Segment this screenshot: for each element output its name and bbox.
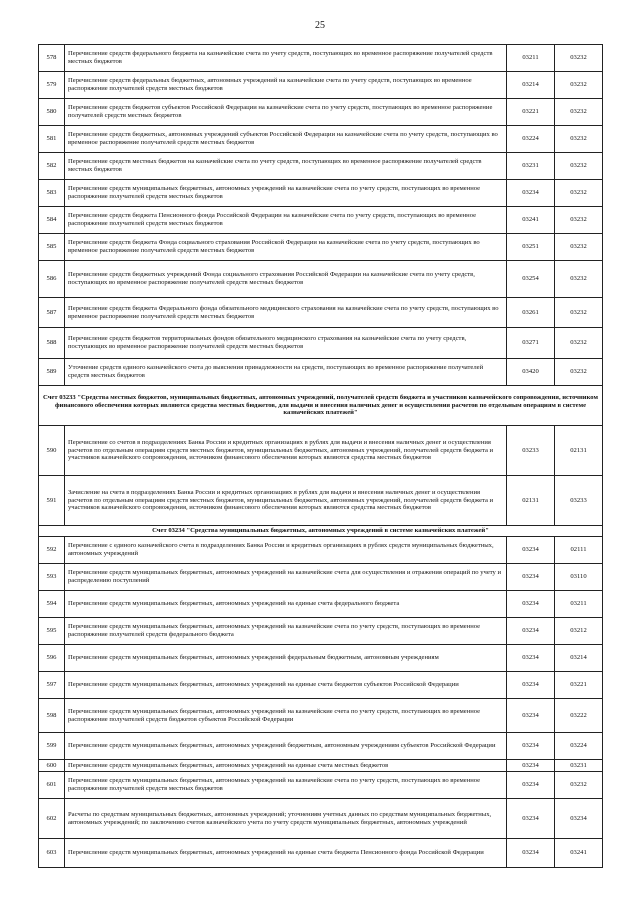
table-row: [39, 45, 603, 72]
row-number: 591: [39, 476, 65, 526]
section-header-row: [39, 386, 603, 426]
credit-account: 03232: [555, 207, 603, 234]
table-row: [39, 772, 603, 799]
table-row: [39, 564, 603, 591]
operation-description: Перечисление средств муниципальных бюджетных, автономных учреждений на казначейские счета для осуществления и отражения операций по учету и распределению поступлений: [65, 564, 507, 591]
debit-account: 03231: [507, 153, 555, 180]
row-number: 589: [39, 359, 65, 386]
debit-account: 03420: [507, 359, 555, 386]
operation-description: Перечисление средств бюджета Пенсионного фонда Российской Федерации на казначейские счета по учету средств, поступающих во временное распоряжение получателей средств местных бюджетов: [65, 207, 507, 234]
debit-account: 03234: [507, 591, 555, 618]
table-row: [39, 298, 603, 328]
credit-account: 03232: [555, 772, 603, 799]
credit-account: 03232: [555, 180, 603, 207]
row-number: 585: [39, 234, 65, 261]
table-row: [39, 537, 603, 564]
credit-account: 03232: [555, 126, 603, 153]
debit-account: 03234: [507, 839, 555, 868]
table-row: [39, 180, 603, 207]
table-row: [39, 359, 603, 386]
table-row: [39, 234, 603, 261]
operation-description: Расчеты по средствам муниципальных бюджетных, автономных учреждений; уточнениям учетных данных по средствам муниципальных бюджетных, автономных учреждений; по заключению счетов казначейского учета по учету средств муниципальных бюджетных, автономных учреждений: [65, 799, 507, 839]
credit-account: 03234: [555, 799, 603, 839]
debit-account: 03211: [507, 45, 555, 72]
debit-account: 03234: [507, 672, 555, 699]
row-number: 582: [39, 153, 65, 180]
section-title: Счет 03234 "Средства муниципальных бюджетных, автономных учреждений в системе казначейских платежей": [39, 526, 603, 537]
table-row: [39, 328, 603, 359]
credit-account: 03232: [555, 45, 603, 72]
page-number: 25: [315, 20, 325, 31]
table-row: [39, 618, 603, 645]
row-number: 590: [39, 426, 65, 476]
operation-description: Перечисление средств муниципальных бюджетных, автономных учреждений на единые счета федерального бюджета: [65, 591, 507, 618]
operation-description: Перечисление средств муниципальных бюджетных, автономных учреждений федеральным бюджетным, автономным учреждениям: [65, 645, 507, 672]
table-row: [39, 126, 603, 153]
row-number: 594: [39, 591, 65, 618]
table-row: [39, 153, 603, 180]
debit-account: 03221: [507, 99, 555, 126]
debit-account: 03214: [507, 72, 555, 99]
debit-account: 03271: [507, 328, 555, 359]
operation-description: Перечисление средств федерального бюджета на казначейские счета по учету средств, поступающих во временное распоряжение получателей средств местных бюджетов: [65, 45, 507, 72]
operation-description: Перечисление средств бюджетов территориальных фондов обязательного медицинского страхования на казначейские счета по учету средств, поступающих во временное распоряжение получателей средств местных бюджетов: [65, 328, 507, 359]
row-number: 587: [39, 298, 65, 328]
table-row: [39, 476, 603, 526]
operation-description: Перечисление со счетов в подразделениях Банка России и кредитных организациях в рублях для выдачи и внесения наличных денег и осуществления расчетов по отдельным операциям средств местных бюджетов, муниципальных бюджетных, автономных учреждений, получателей средств бюджета и участников казначейского сопровождения, источником финансового обеспечения которых являются средства местных бюджетов: [65, 426, 507, 476]
credit-account: 03232: [555, 234, 603, 261]
row-number: 578: [39, 45, 65, 72]
credit-account: 03232: [555, 72, 603, 99]
credit-account: 03232: [555, 261, 603, 298]
credit-account: 03221: [555, 672, 603, 699]
row-number: 579: [39, 72, 65, 99]
section-header-row: [39, 526, 603, 537]
operation-description: Перечисление средств бюджета Федерального фонда обязательного медицинского страхования на казначейские счета по учету средств, поступающих во временное распоряжение получателей средств местных бюджетов: [65, 298, 507, 328]
credit-account: 03232: [555, 298, 603, 328]
row-number: 598: [39, 699, 65, 733]
operation-description: Перечисление средств муниципальных бюджетных, автономных учреждений на единые счета бюджетов субъектов Российской Федерации: [65, 672, 507, 699]
credit-account: 03212: [555, 618, 603, 645]
operation-description: Перечисление с единого казначейского счета в подразделениях Банка России и кредитных организациях в рублях средств муниципальных бюджетных, автономных учреждений: [65, 537, 507, 564]
operation-description: Перечисление средств бюджетных, автономных учреждений субъектов Российской Федерации на казначейские счета по учету средств, поступающих во временное распоряжение получателей средств местных бюджетов: [65, 126, 507, 153]
row-number: 600: [39, 760, 65, 772]
table-row: [39, 261, 603, 298]
debit-account: 03224: [507, 126, 555, 153]
credit-account: 03231: [555, 760, 603, 772]
credit-account: 03241: [555, 839, 603, 868]
debit-account: 03234: [507, 537, 555, 564]
row-number: 586: [39, 261, 65, 298]
table-row: [39, 699, 603, 733]
credit-account: 03232: [555, 328, 603, 359]
table-row: [39, 645, 603, 672]
credit-account: 03232: [555, 99, 603, 126]
operation-description: Перечисление средств бюджетных учреждений Фонда социального страхования Российской Федерации на казначейские счета по учету средств, поступающих во временное распоряжение получателей средств местных бюджетов: [65, 261, 507, 298]
table-row: [39, 99, 603, 126]
operation-description: Перечисление средств муниципальных бюджетных, автономных учреждений на казначейские счета по учету средств, поступающих во временное распоряжение получателей средств местных бюджетов: [65, 772, 507, 799]
debit-account: 03254: [507, 261, 555, 298]
table-row: [39, 591, 603, 618]
row-number: 580: [39, 99, 65, 126]
debit-account: 03261: [507, 298, 555, 328]
row-number: 593: [39, 564, 65, 591]
row-number: 601: [39, 772, 65, 799]
table-row: [39, 72, 603, 99]
row-number: 584: [39, 207, 65, 234]
operation-description: Перечисление средств муниципальных бюджетных, автономных учреждений на казначейские счета по учету средств, поступающих во временное распоряжение получателей средств бюджетов субъектов Российской Федерации: [65, 699, 507, 733]
debit-account: 03234: [507, 799, 555, 839]
row-number: 595: [39, 618, 65, 645]
accounts-table: [38, 44, 603, 868]
table-row: [39, 672, 603, 699]
operation-description: Уточнение средств единого казначейского счета до выяснения принадлежности на средств, поступающих во временное распоряжение получателей средств местных бюджетов: [65, 359, 507, 386]
operation-description: Перечисление средств местных бюджетов на казначейские счета по учету средств, поступающих во временное распоряжение получателей средств местных бюджетов: [65, 153, 507, 180]
row-number: 597: [39, 672, 65, 699]
table-row: [39, 799, 603, 839]
credit-account: 03224: [555, 733, 603, 760]
row-number: 581: [39, 126, 65, 153]
operation-description: Перечисление средств муниципальных бюджетных, автономных учреждений бюджетным, автономным учреждениям субъектов Российской Федерации: [65, 733, 507, 760]
operation-description: Перечисление средств муниципальных бюджетных, автономных учреждений на единые счета бюджета Пенсионного фонда Российской Федерации: [65, 839, 507, 868]
credit-account: 03222: [555, 699, 603, 733]
debit-account: 03234: [507, 733, 555, 760]
table-row: [39, 207, 603, 234]
credit-account: 03232: [555, 153, 603, 180]
debit-account: 03251: [507, 234, 555, 261]
debit-account: 02131: [507, 476, 555, 526]
operation-description: Перечисление средств муниципальных бюджетных, автономных учреждений на казначейские счета по учету средств, поступающих во временное распоряжение получателей средств федерального бюджета: [65, 618, 507, 645]
debit-account: 03234: [507, 564, 555, 591]
credit-account: 02131: [555, 426, 603, 476]
row-number: 602: [39, 799, 65, 839]
operation-description: Перечисление средств федеральных бюджетных, автономных учреждений на казначейские счета по учету средств, поступающих во временное распоряжение получателей средств местных бюджетов: [65, 72, 507, 99]
credit-account: 03232: [555, 359, 603, 386]
credit-account: 03211: [555, 591, 603, 618]
table-row: [39, 839, 603, 868]
debit-account: 03234: [507, 772, 555, 799]
debit-account: 03234: [507, 645, 555, 672]
table-row: [39, 426, 603, 476]
credit-account: 03214: [555, 645, 603, 672]
operation-description: Перечисление средств муниципальных бюджетных, автономных учреждений на единые счета местных бюджетов: [65, 760, 507, 772]
operation-description: Перечисление средств бюджетов субъектов Российской Федерации на казначейские счета по учету средств, поступающих во временное распоряжение получателей средств местных бюджетов: [65, 99, 507, 126]
table-row: [39, 760, 603, 772]
debit-account: 03234: [507, 699, 555, 733]
debit-account: 03233: [507, 426, 555, 476]
debit-account: 03241: [507, 207, 555, 234]
credit-account: 03233: [555, 476, 603, 526]
operation-description: Зачисление на счета в подразделениях Банка России и кредитных организациях в рублях для выдачи и внесения наличных денег и осуществления расчетов по отдельным операциям средств местных бюджетов, муниципальных бюджетных, автономных учреждений, получателей средств бюджета и участников казначейского сопровождения, источником финансового обеспечения которых являются средства местных бюджетов: [65, 476, 507, 526]
row-number: 592: [39, 537, 65, 564]
row-number: 596: [39, 645, 65, 672]
table-row: [39, 733, 603, 760]
section-title: Счет 03233 "Средства местных бюджетов, муниципальных бюджетных, автономных учреждений, получателей средств бюджета и участников казначейского сопровождения, источником финансового обеспечения которых являются средства местных бюджетов, для выдачи и внесения наличных денег и осуществления расчетов по отдельным операциям в системе казначейских платежей": [39, 386, 603, 426]
row-number: 583: [39, 180, 65, 207]
row-number: 588: [39, 328, 65, 359]
credit-account: 03110: [555, 564, 603, 591]
row-number: 599: [39, 733, 65, 760]
credit-account: 02111: [555, 537, 603, 564]
operation-description: Перечисление средств муниципальных бюджетных, автономных учреждений на казначейские счета по учету средств, поступающих во временное распоряжение получателей средств местных бюджетов: [65, 180, 507, 207]
row-number: 603: [39, 839, 65, 868]
debit-account: 03234: [507, 760, 555, 772]
debit-account: 03234: [507, 618, 555, 645]
debit-account: 03234: [507, 180, 555, 207]
operation-description: Перечисление средств бюджета Фонда социального страхования Российской Федерации на казначейские счета по учету средств, поступающих во временное распоряжение получателей средств местных бюджетов: [65, 234, 507, 261]
